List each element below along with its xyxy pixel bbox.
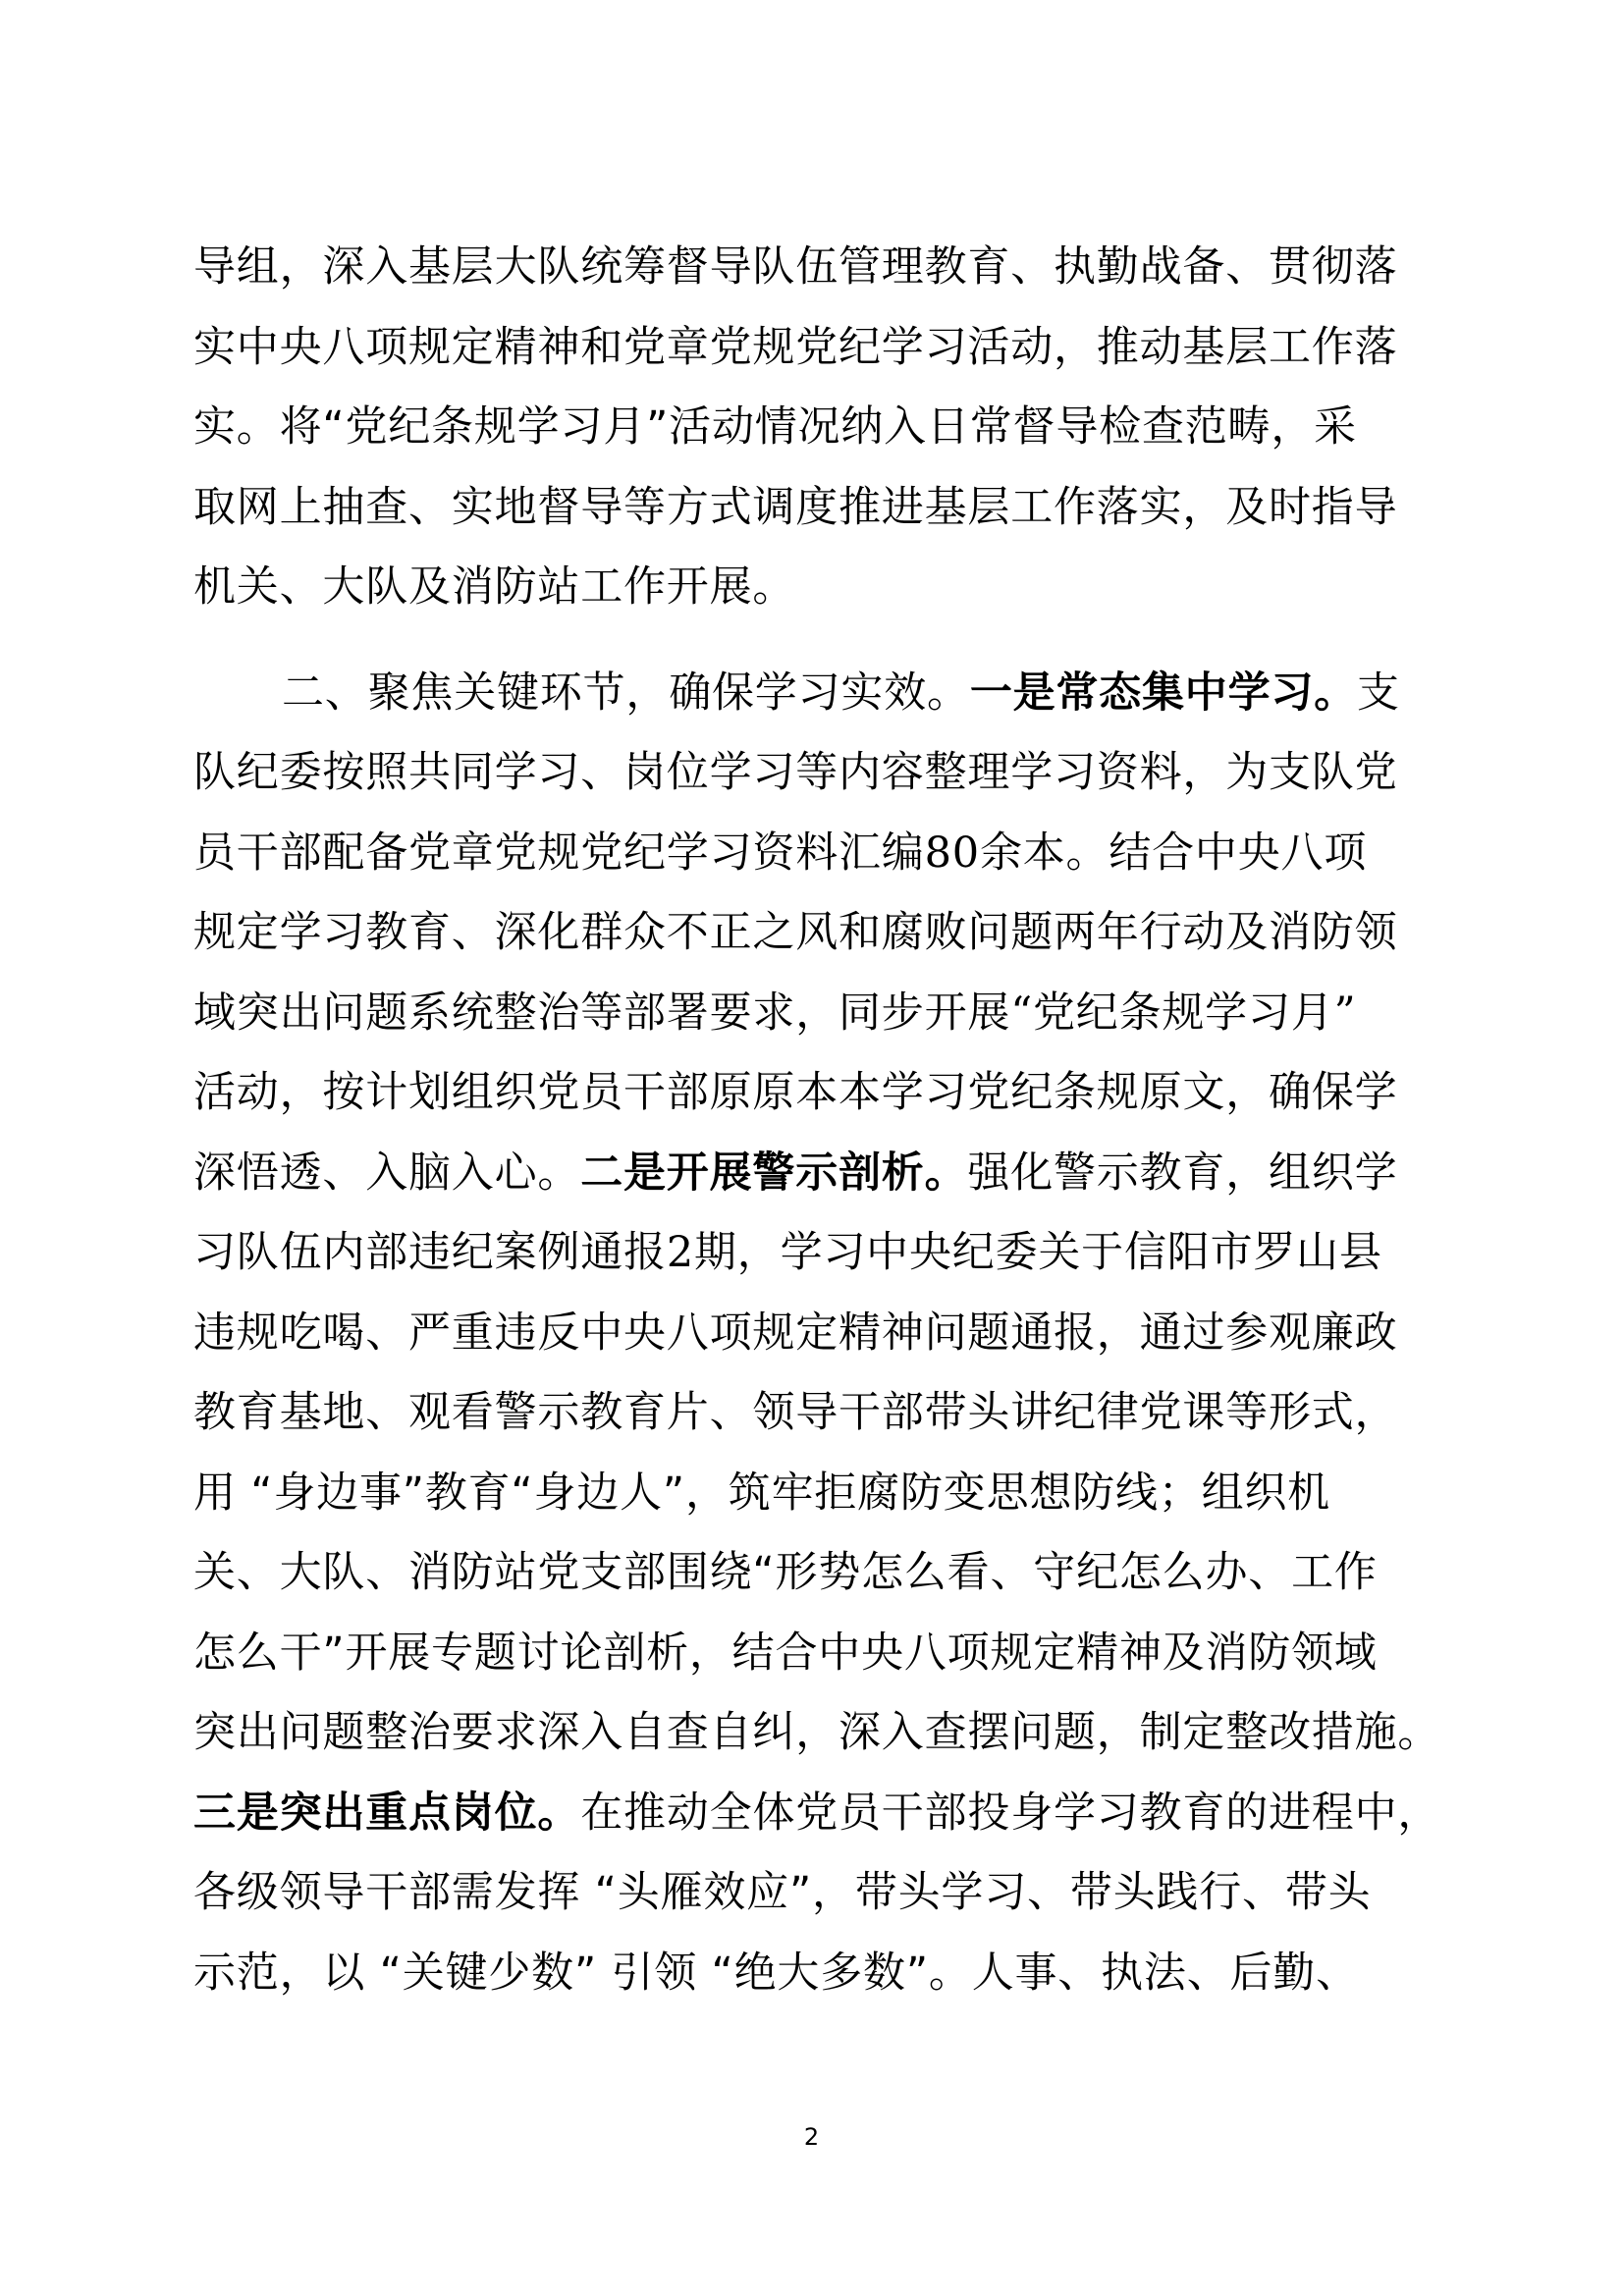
- text-line: [193, 1053, 1460, 1134]
- text-line: [193, 1693, 1460, 1774]
- bold-subheading: 二是开展警示剖析。: [580, 1148, 968, 1198]
- text-line: [193, 1934, 1460, 2014]
- text-run: 导组，深入基层大队统筹督导队伍管理教育、执勤战备、贯彻落: [193, 242, 1398, 292]
- text-line: [193, 974, 1460, 1054]
- text-run: 关、大队、消防站党支部围绕“形势怎么看、守纪怎么办、工作: [193, 1548, 1378, 1597]
- body-text: [193, 228, 1460, 2013]
- text-run: 怎么干”开展专题讨论剖析，结合中央八项规定精神及消防领域: [193, 1628, 1378, 1678]
- text-run: 各级领导干部需发挥 “头雁效应”，带头学习、带头践行、带头: [193, 1868, 1372, 1917]
- text-run: 支: [1357, 667, 1400, 718]
- bold-subheading: 一是常态集中学习。: [969, 667, 1358, 718]
- text-line: [193, 388, 1460, 468]
- serif-quote-run: “党纪条规学习月”: [1010, 988, 1357, 1038]
- text-line: [193, 1853, 1460, 1934]
- text-line: [193, 468, 1460, 549]
- text-line: [193, 654, 1460, 734]
- text-line: [193, 893, 1460, 974]
- text-run: 突出问题整治要求深入自查自纠，深入查摆问题，制定整改措施。: [193, 1708, 1441, 1757]
- text-run: 在推动全体党员干部投身学习教育的进程中，: [580, 1788, 1441, 1838]
- text-run: 实。将“党纪条规学习月”活动情况纳入日常督导检查范畴，采: [193, 402, 1357, 452]
- text-run: 域突出问题系统整治等部署要求，同步开展: [193, 988, 1011, 1038]
- text-run: 机关、大队及消防站工作开展。: [193, 562, 796, 612]
- text-run: 习队伍内部违纪案例通报: [193, 1228, 667, 1277]
- text-line: [193, 228, 1460, 308]
- text-run: 取网上抽查、实地督导等方式调度推进基层工作落实，及时指导: [193, 482, 1398, 532]
- text-run: 强化警示教育，组织学: [967, 1148, 1398, 1198]
- number-run: 2: [666, 1228, 694, 1277]
- text-line: [193, 814, 1460, 894]
- text-run: 示范，以 “关键少数” 引领 “绝大多数”。人事、执法、后勤、: [193, 1948, 1359, 1998]
- text-line: [193, 1533, 1460, 1614]
- text-run: 深悟透、入脑入心。: [193, 1148, 581, 1198]
- text-run: 员干部配备党章党规党纪学习资料汇编: [193, 828, 925, 878]
- text-run: 队纪委按照共同学习、岗位学习等内容整理学习资料，为支队党: [193, 748, 1398, 797]
- text-line: [193, 1134, 1460, 1214]
- text-run: 用 “身边事”教育“身边人”，筑牢拒腐防变思想防线；组织机: [193, 1468, 1330, 1518]
- bold-subheading: 三是突出重点岗位。: [193, 1788, 581, 1838]
- text-line: [193, 1213, 1460, 1294]
- text-run: 教育基地、观看警示教育片、领导干部带头讲纪律党课等形式，: [193, 1388, 1398, 1437]
- text-line: [193, 1294, 1460, 1374]
- page-number: 2: [803, 2123, 820, 2151]
- text-line: [193, 1454, 1460, 1534]
- text-run: 余本。结合中央八项: [979, 828, 1368, 878]
- text-line: [193, 548, 1460, 628]
- text-run: 实中央八项规定精神和党章党规党纪学习活动，推动基层工作落: [193, 322, 1398, 372]
- text-line: [193, 1373, 1460, 1454]
- text-run: 活动，按计划组织党员干部原原本本学习党纪条规原文，确保学: [193, 1068, 1398, 1117]
- text-line: [193, 1614, 1460, 1694]
- text-line: [193, 733, 1460, 814]
- text-run: 违规吃喝、严重违反中央八项规定精神问题通报，通过参观廉政: [193, 1308, 1398, 1358]
- section-heading: 二、聚焦关键环节，确保学习实效。: [282, 667, 970, 718]
- text-line: [193, 1774, 1460, 1854]
- text-line: [193, 308, 1460, 389]
- text-run: 期，学习中央纪委关于信阳市罗山县: [693, 1228, 1382, 1277]
- text-run: 规定学习教育、深化群众不正之风和腐败问题两年行动及消防领: [193, 908, 1398, 957]
- number-run: 80: [924, 828, 980, 878]
